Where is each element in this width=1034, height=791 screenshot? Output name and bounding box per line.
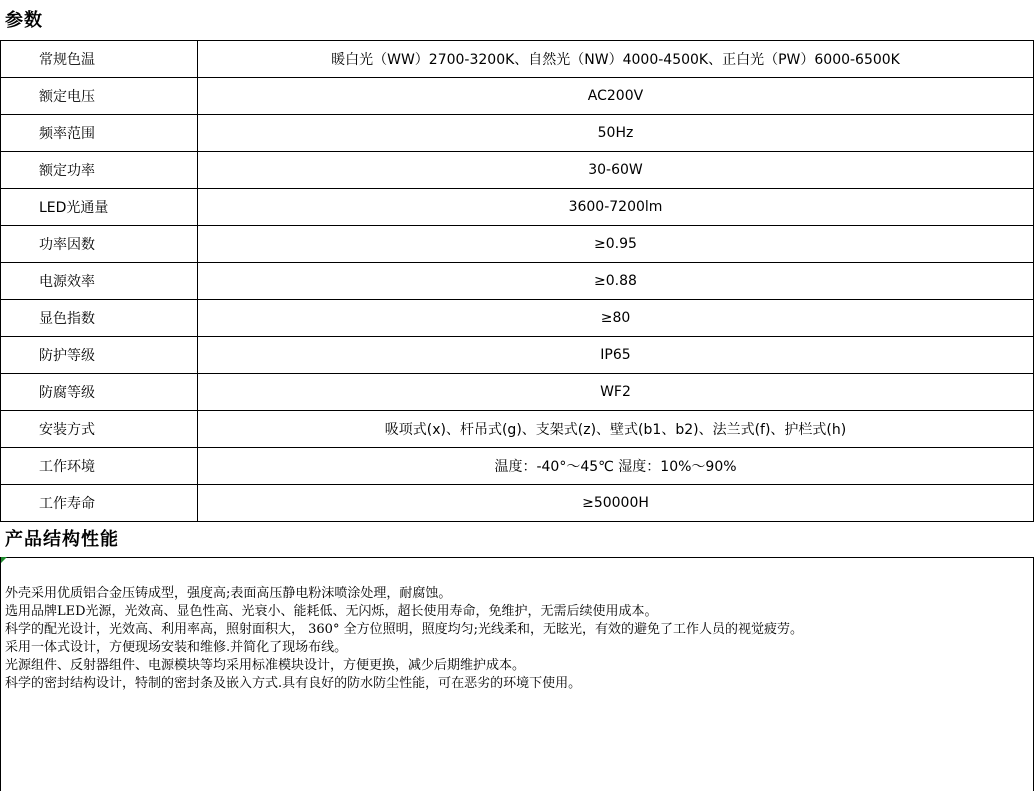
param-value: 3600-7200lm (198, 189, 1034, 226)
param-label: LED光通量 (1, 189, 198, 226)
description-line: 外壳采用优质铝合金压铸成型，强度高;表面高压静电粉沫喷涂处理，耐腐蚀。 (5, 586, 452, 601)
param-value: ≥80 (198, 300, 1034, 337)
param-label: 功率因数 (1, 226, 198, 263)
param-value: 吸项式(x)、杆吊式(g)、支架式(z)、壁式(b1、b2)、法兰式(f)、护栏式(h) (198, 411, 1034, 448)
cell-marker-icon (1, 557, 7, 563)
table-row (1, 78, 1034, 115)
section-title-params: 参数 (5, 10, 43, 31)
param-label: 额定电压 (1, 78, 198, 115)
param-value: 30-60W (198, 152, 1034, 189)
params-table (0, 40, 1034, 522)
param-label: 频率范围 (1, 115, 198, 152)
table-row (1, 226, 1034, 263)
table-row (1, 448, 1034, 485)
table-row (1, 485, 1034, 522)
param-label: 防护等级 (1, 337, 198, 374)
param-value: 50Hz (198, 115, 1034, 152)
param-label: 常规色温 (1, 41, 198, 78)
param-value: 暖白光（WW）2700-3200K、自然光（NW）4000-4500K、正白光（PW）6000-6500K (198, 41, 1034, 78)
table-row (1, 374, 1034, 411)
section-title-structure: 产品结构性能 (5, 529, 119, 550)
description-line: 采用一体式设计，方便现场安装和维修.并简化了现场布线。 (5, 640, 348, 655)
param-label: 额定功率 (1, 152, 198, 189)
param-value: AC200V (198, 78, 1034, 115)
table-row (1, 189, 1034, 226)
param-value: ≥50000H (198, 485, 1034, 522)
param-label: 安装方式 (1, 411, 198, 448)
table-row (1, 263, 1034, 300)
table-row (1, 115, 1034, 152)
description-line: 科学的配光设计，光效高、利用率高，照射面积大， 360° 全方位照明，照度均匀;光线柔和，无眩光，有效的避免了工作人员的视觉疲劳。 (5, 622, 803, 637)
table-row (1, 152, 1034, 189)
table-row (1, 41, 1034, 78)
param-label: 显色指数 (1, 300, 198, 337)
description-line: 选用品牌LED光源，光效高、显色性高、光衰小、能耗低、无闪烁，超长使用寿命，免维护，无需后续使用成本。 (5, 604, 658, 619)
param-value: 温度：-40°～45℃ 湿度：10%～90% (198, 448, 1034, 485)
structure-description-box (0, 557, 1034, 791)
table-row (1, 300, 1034, 337)
description-line: 科学的密封结构设计，特制的密封条及嵌入方式.具有良好的防水防尘性能，可在恶劣的环境下使用。 (5, 676, 582, 691)
structure-description (5, 585, 803, 693)
param-label: 工作环境 (1, 448, 198, 485)
param-label: 电源效率 (1, 263, 198, 300)
param-value: ≥0.95 (198, 226, 1034, 263)
description-line: 光源组件、反射器组件、电源模块等均采用标准模块设计，方便更换，减少后期维护成本。 (5, 658, 526, 673)
param-value: IP65 (198, 337, 1034, 374)
table-row (1, 411, 1034, 448)
param-value: ≥0.88 (198, 263, 1034, 300)
param-label: 防腐等级 (1, 374, 198, 411)
param-value: WF2 (198, 374, 1034, 411)
table-row (1, 337, 1034, 374)
param-label: 工作寿命 (1, 485, 198, 522)
